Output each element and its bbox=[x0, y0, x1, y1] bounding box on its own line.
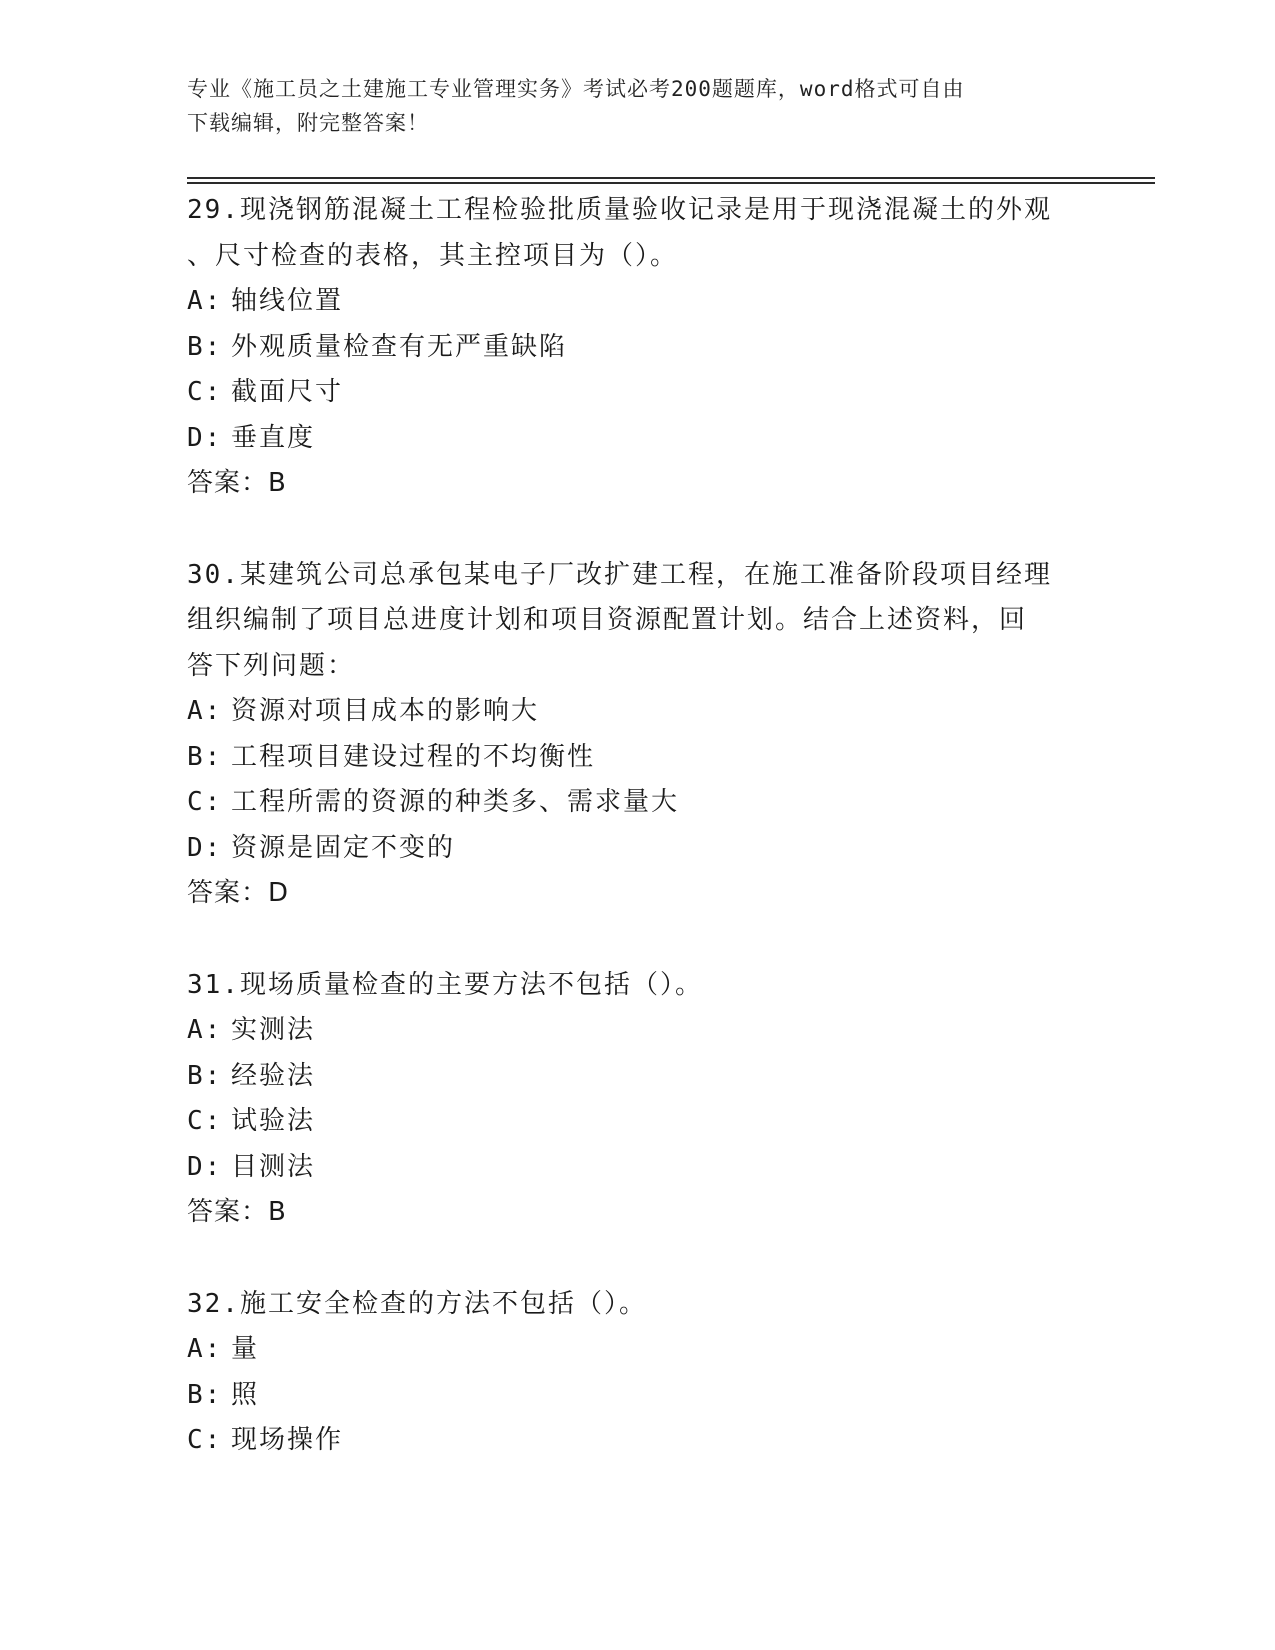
question-list bbox=[187, 188, 1087, 1464]
option-key: C: bbox=[187, 787, 223, 817]
option-key: D: bbox=[187, 1151, 223, 1182]
header-line-1: 专业《施工员之土建施工专业管理实务》考试必考200题题库，word格式可自由 bbox=[187, 77, 965, 101]
question-spacer bbox=[187, 507, 1087, 553]
header-rule-top bbox=[187, 177, 1155, 179]
question-block bbox=[187, 1282, 1087, 1464]
option-c bbox=[187, 780, 1087, 826]
question-text-line: 、尺寸检查的表格，其主控项目为（）。 bbox=[187, 240, 679, 271]
header-rule-bottom bbox=[187, 182, 1155, 184]
question-text-line: 29.现浇钢筋混凝土工程检验批质量验收记录是用于现浇混凝土的外观 bbox=[187, 195, 1052, 225]
option-key: A: bbox=[187, 286, 223, 316]
option-b bbox=[187, 325, 1087, 371]
option-text: 资源是固定不变的 bbox=[231, 832, 456, 863]
option-text: 轴线位置 bbox=[231, 286, 344, 316]
option-key: B: bbox=[187, 1379, 223, 1410]
option-key: B: bbox=[187, 741, 223, 772]
option-text: 试验法 bbox=[231, 1106, 316, 1136]
option-b bbox=[187, 1054, 1087, 1100]
question-text-line: 30.某建筑公司总承包某电子厂改扩建工程，在施工准备阶段项目经理 bbox=[187, 559, 1052, 590]
option-c bbox=[187, 370, 1087, 416]
option-key: D: bbox=[187, 422, 223, 453]
option-text: 目测法 bbox=[231, 1151, 316, 1182]
question-block bbox=[187, 553, 1087, 917]
question-spacer bbox=[187, 917, 1087, 963]
option-text: 实测法 bbox=[231, 1015, 316, 1045]
option-a bbox=[187, 1327, 1087, 1373]
answer-line: 答案：D bbox=[187, 878, 290, 908]
option-text: 现场操作 bbox=[231, 1425, 344, 1455]
option-text: 量 bbox=[231, 1334, 260, 1364]
question-block bbox=[187, 963, 1087, 1236]
option-key: D: bbox=[187, 832, 223, 863]
option-d bbox=[187, 826, 1087, 872]
option-a bbox=[187, 689, 1087, 735]
option-a bbox=[187, 1008, 1087, 1054]
option-key: B: bbox=[187, 1060, 223, 1091]
option-key: C: bbox=[187, 1425, 223, 1455]
option-c bbox=[187, 1099, 1087, 1145]
option-text: 照 bbox=[231, 1379, 260, 1410]
header-line-2: 下载编辑，附完整答案！ bbox=[187, 111, 429, 135]
question-text-line: 组织编制了项目总进度计划和项目资源配置计划。结合上述资料，回 bbox=[187, 605, 1028, 635]
option-text: 截面尺寸 bbox=[231, 377, 344, 407]
question-spacer bbox=[187, 1236, 1087, 1282]
option-key: B: bbox=[187, 331, 223, 362]
question-text-line: 答下列问题： bbox=[187, 650, 356, 681]
option-key: C: bbox=[187, 377, 223, 407]
option-text: 经验法 bbox=[231, 1060, 316, 1091]
option-key: A: bbox=[187, 696, 223, 726]
option-b bbox=[187, 1373, 1087, 1419]
option-d bbox=[187, 1145, 1087, 1191]
document-header bbox=[187, 72, 1087, 140]
option-text: 资源对项目成本的影响大 bbox=[231, 696, 540, 726]
option-key: C: bbox=[187, 1106, 223, 1136]
option-text: 外观质量检查有无严重缺陷 bbox=[231, 331, 568, 362]
question-text-line: 32.施工安全检查的方法不包括（）。 bbox=[187, 1288, 647, 1319]
option-text: 工程所需的资源的种类多、需求量大 bbox=[231, 787, 680, 817]
option-a bbox=[187, 279, 1087, 325]
answer-line: 答案：B bbox=[187, 1197, 287, 1227]
option-b bbox=[187, 735, 1087, 781]
option-text: 工程项目建设过程的不均衡性 bbox=[231, 741, 596, 772]
option-text: 垂直度 bbox=[231, 422, 316, 453]
option-d bbox=[187, 416, 1087, 462]
answer-line: 答案：B bbox=[187, 468, 287, 498]
question-block bbox=[187, 188, 1087, 507]
option-key: A: bbox=[187, 1334, 223, 1364]
question-text-line: 31.现场质量检查的主要方法不包括（）。 bbox=[187, 969, 703, 1000]
option-c bbox=[187, 1418, 1087, 1464]
option-key: A: bbox=[187, 1015, 223, 1045]
